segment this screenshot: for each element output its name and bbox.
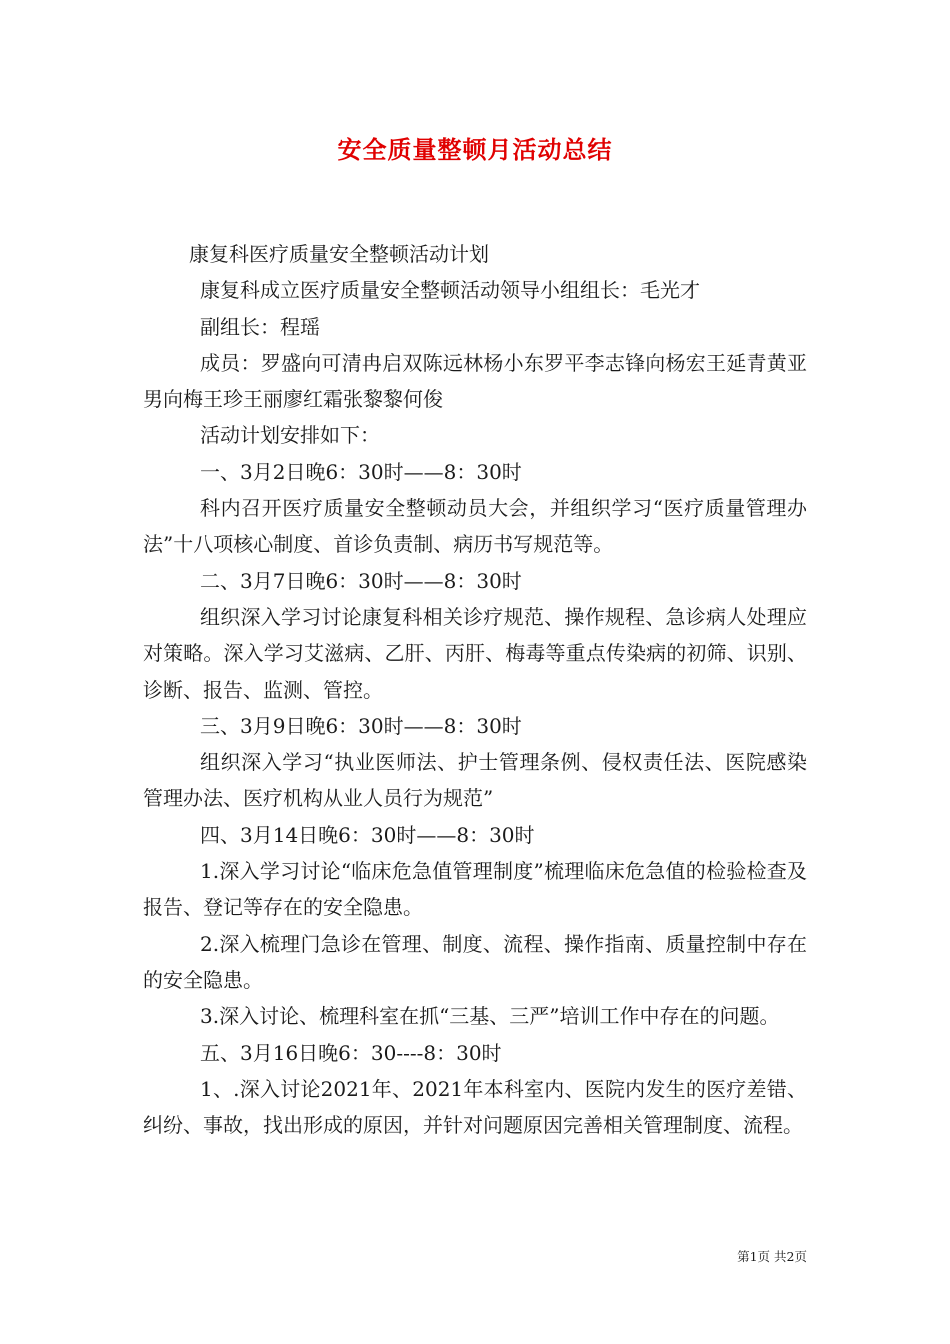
paragraph-session-2-content: 组织深入学习讨论康复科相关诊疗规范、操作规程、急诊病人处理应对策略。深入学习艾滋病、乙肝、丙肝、梅毒等重点传染病的初筛、识别、诊断、报告、监测、管控。: [143, 604, 807, 702]
paragraph-session-1-content: 科内召开医疗质量安全整顿动员大会，并组织学习“医疗质量管理办法”十八项核心制度、首诊负责制、病历书写规范等。: [143, 496, 807, 557]
paragraph-session-5-item-1: 1、.深入讨论2021年、2021年本科室内、医院内发生的医疗差错、纠纷、事故，找出形成的原因，并针对问题原因完善相关管理制度、流程。: [143, 1076, 807, 1138]
paragraph-session-3-time: 三、3月9日晚6：30时——8：30时: [200, 713, 522, 738]
paragraph-session-4-item-3: 3.深入讨论、梳理科室在抓“三基、三严”培训工作中存在的问题。: [200, 1004, 780, 1029]
paragraph-session-4-item-2: 2.深入梳理门急诊在管理、制度、流程、操作指南、质量控制中存在的安全隐患。: [143, 931, 807, 992]
paragraph-session-4-item-1: 1.深入学习讨论“临床危急值管理制度”梳理临床危急值的检验检查及报告、登记等存在的安全隐患。: [143, 859, 807, 920]
page-number: 第1页 共2页: [737, 1249, 807, 1264]
paragraph-session-5-time: 五、3月16日晚6：30----8：30时: [200, 1040, 502, 1065]
paragraph-leader: 康复科成立医疗质量安全整顿活动领导小组组长：毛光才: [200, 278, 700, 303]
paragraph-plan-heading: 康复科医疗质量安全整顿活动计划: [189, 242, 489, 266]
paragraph-members: 成员：罗盛向可清冉启双陈远林杨小东罗平李志锋向杨宏王延青黄亚男向梅王珍王丽廖红霜张黎黎何俊: [143, 350, 807, 412]
document-title: 安全质量整顿月活动总结: [337, 135, 613, 164]
paragraph-session-1-time: 一、3月2日晚6：30时——8：30时: [200, 459, 522, 484]
paragraph-session-2-time: 二、3月7日晚6：30时——8：30时: [200, 568, 522, 593]
document-body: [143, 236, 807, 1143]
paragraph-deputy: 副组长：程瑶: [200, 314, 320, 339]
paragraph-session-4-time: 四、3月14日晚6：30时——8：30时: [200, 822, 535, 847]
paragraph-arrangement: 活动计划安排如下：: [200, 423, 380, 448]
paragraph-session-3-content: 组织深入学习“执业医师法、护士管理条例、侵权责任法、医院感染管理办法、医疗机构从业人员行为规范”: [143, 750, 807, 811]
